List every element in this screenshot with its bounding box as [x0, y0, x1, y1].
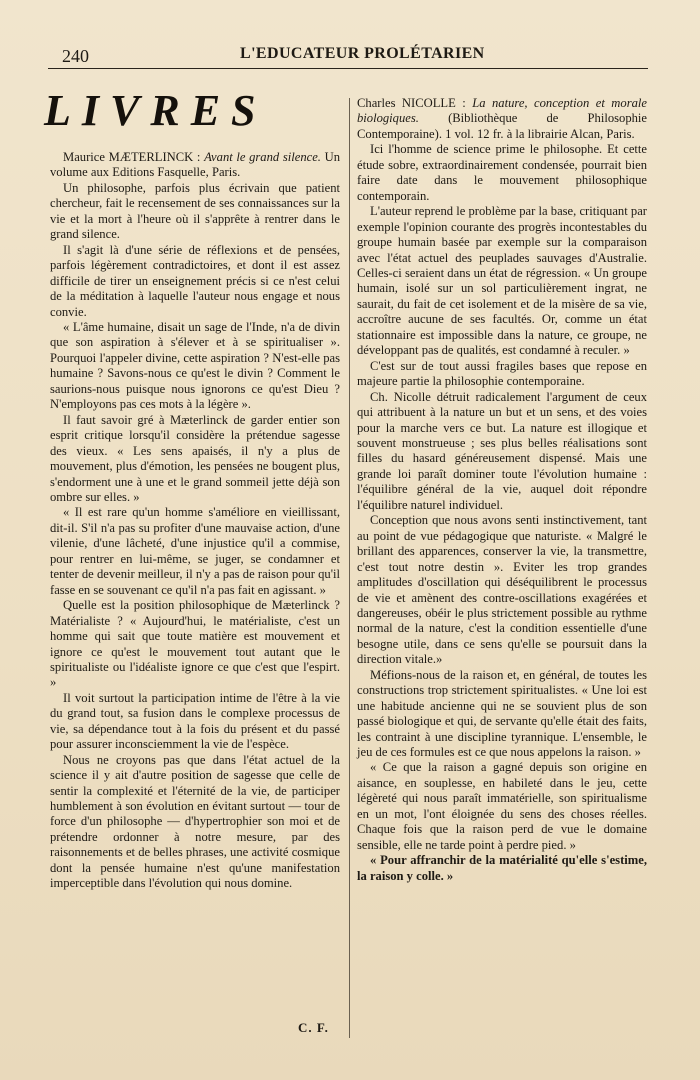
paragraph: L'auteur reprend le problème par la base, critiquant par exemple l'opinion courante des progrès incontestables du groupe humain basée par exemple sur la comparaison avec l'état actuel des peuplades sauvages d'Australie. Celles-ci seraient dans un état de régression. « Un groupe humain, isolé sur un sol particulièrement ingrat, ne saurait, du fait de cet isolement et de la misère de sa vie, accroître aucune de ses facultés. Or, comme un état stationnaire est impossible dans la nature, ce groupe, ne développant pas de qualités, est condamné à reculer. »	[357, 204, 647, 358]
left-column	[50, 150, 340, 892]
page-number: 240	[62, 46, 89, 66]
book-title: La nature, conception et morale biologiques.	[357, 96, 647, 126]
section-title: LIVRES	[44, 86, 267, 135]
book-publisher: (Bibliothèque de Philosophie Contemporaine). 1 vol. 12 fr. à la librairie Alcan, Paris.	[357, 111, 647, 141]
review-signature: C. F.	[298, 1020, 329, 1035]
paragraph: Quelle est la position philosophique de Mæterlinck ? Matérialiste ? « Aujourd'hui, le matérialiste, c'est un homme qui sait que toute matière est mouvement et ignore ce qu'est le mouvement tout autant que le spiritualiste ou l'idéaliste ignore ce que c'est que l'espirt. »	[50, 598, 340, 690]
book-reference	[357, 96, 647, 142]
paragraph: Ici l'homme de science prime le philosophe. Et cette étude sobre, extraordinairement condensée, pourrait bien faire date dans le mouvement philosophique contemporain.	[357, 142, 647, 203]
page-header	[48, 42, 648, 69]
book-title: Avant le grand silence.	[204, 150, 321, 164]
paragraph: « Ce que la raison a gagné depuis son origine en aisance, en souplesse, en habileté dans le jeu, cette légèreté qui nous paraît immatérielle, son spiritualisme en un mot, l'ont éloignée du sens des choses réelles. Chaque fois que la raison perd de vue le domaine sensible, elle ne tarde point à perdre pied. »	[357, 760, 647, 852]
paragraph: Nous ne croyons pas que dans l'état actuel de la science il y ait d'autre position de sagesse que celle de sentir la complexité et l'éternité de la vie, de participer humblement à son évolution en évitant surtout — tour de force d'un philosophe — d'hypertrophier son moi et de prétendre ordonner à notre mesure, par des raisonnements et de belles phrases, une activité cosmique dont la pensée humaine n'est qu'une manifestation imperceptible dans l'évolution qui nous domine.	[50, 752, 340, 891]
book-reference	[50, 150, 340, 181]
book-publisher: Un volume aux Editions Fasquelle, Paris.	[50, 150, 341, 180]
book-author: Charles NICOLLE :	[357, 96, 466, 110]
paragraph: « L'âme humaine, disait un sage de l'Inde, n'a de divin que son aspiration à s'élever et à se spiritualiser ». Pourquoi l'appeler divine, cette aspiration ? N'est-elle pas humaine ? Savons-nous ce qu'est le divin ? Comment le saurions-nous puisque nous ignorons ce qu'est Dieu ? N'employons pas ces mots à la légère ».	[50, 319, 340, 412]
column-divider	[349, 98, 350, 1038]
paragraph: Méfions-nous de la raison et, en général, de toutes les constructions trop strictement spiritualistes. « Une loi est une habitude ancienne qui ne se souvient plus de son passé biologique et qui, de servante qu'elle était des faits, les contraint à une discipline tyrannique. L'ensemble, le jeu de ces formules est ce que nous appelons la raison. »	[357, 667, 647, 760]
paragraph: Il faut savoir gré à Mæterlinck de garder entier son esprit critique lorsqu'il considère la prétendue sagesse des vieux. « Les sens apaisés, il n'y a plus de mouvement, plus d'émotion, les pensées ne bougent plus, s'endorment une à une et le grand sommeil jette déjà son ombre sur elles. »	[50, 412, 340, 504]
right-column	[357, 96, 647, 884]
paragraph: Un philosophe, parfois plus écrivain que patient chercheur, fait le recensement de ses connaissances sur la vie et la mort à l'heure où il s'apprête à rentrer dans le grand silence.	[50, 180, 340, 242]
paragraph: Ch. Nicolle détruit radicalement l'argument de ceux qui attribuent à la nature un but et un sens, et des voies pour la marche vers ce but. La nature est illogique et souvent monstrueuse ; ses plus belles réalisations sont filles du hasard généreusement dispensé. Mais une grande loi paraît dominer toute l'évolution humaine : l'équilibre général de la vie, auquel doit répondre l'équilibre naturel individuel.	[357, 389, 647, 512]
book-author: Maurice MÆTERLINCK :	[63, 150, 201, 164]
journal-title: L'EDUCATEUR PROLÉTARIEN	[240, 45, 485, 62]
paragraph: C'est sur de tout aussi fragiles bases que repose en majeure partie la philosophie contemporaine.	[357, 358, 647, 389]
closing-paragraph: « Pour affranchir de la matérialité qu'elle s'estime, la raison y colle. »	[357, 853, 647, 883]
paragraph: Il s'agit là d'une série de réflexions et de pensées, parfois légèrement contradictoires, et dont il est assez difficile de tirer un enseignement précis si ce n'est celui de la méditation à laquelle l'auteur nous engage et nous convie.	[50, 242, 340, 319]
paragraph: « Il est rare qu'un homme s'améliore en vieillissant, dit-il. S'il n'a pas su profiter d'une mauvaise action, d'une vilenie, d'une lâcheté, d'une injustice qu'il a commise, pour rentrer en lui-même, se juger, se condamner et tenter de devenir meilleur, il n'y a pas de raison pour qu'il fasse en se souvenant ce qu'il n'a pas fait en agissant. »	[50, 505, 340, 597]
paragraph: Conception que nous avons senti instinctivement, tant au point de vue pédagogique que naturiste. « Malgré le brillant des apparences, conserver la vie, la transmettre, c'est tout notre destin ». Eviter les trop grandes amplitudes d'oscillation qui déséquilibrent le processus de vie et amènent des contre-oscillations exagérées et dangereuses, obéir le plus strictement possible au rythme normal de la nature, c'est la condition essentielle d'une besogne utile, dans ce sens qu'elle se poursuit dans la direction vitale.»	[357, 513, 647, 667]
paragraph: Il voit surtout la participation intime de l'être à la vie du grand tout, sa fusion dans le complexe processus de vie, sa dépendance tout à la fois du présent et du passé pour assurer inconsciemment la vie de l'espèce.	[50, 690, 340, 752]
